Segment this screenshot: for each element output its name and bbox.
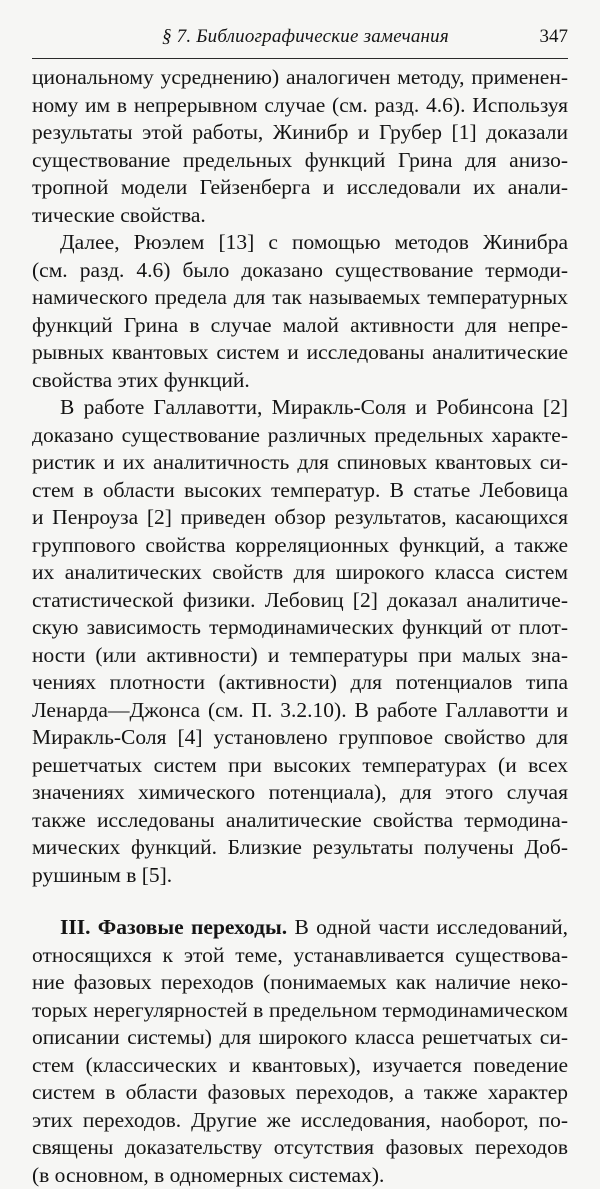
text-line: чениях плотности (активности) для потенциалов типа: [32, 669, 568, 697]
text-line: тические свойства.: [32, 202, 568, 230]
text-line: В работе Галлавотти, Миракль-Соля и Робинсона [2]: [32, 394, 568, 422]
text-line: ному им в непрерывном случае (см. разд. 4.6). Используя: [32, 92, 568, 120]
text-line: священы доказательству отсутствия фазовых переходов: [32, 1134, 568, 1162]
section-gap: [32, 889, 568, 914]
section-first-line-text: В одной части исследований,: [287, 915, 568, 939]
section-first-line: [32, 914, 568, 942]
text-line: рывных квантовых систем и исследованы аналитические: [32, 339, 568, 367]
text-line: функций Грина в случае малой активности для непре-: [32, 312, 568, 340]
page-number: 347: [540, 26, 569, 48]
text-line: их аналитических свойств для широкого класса систем: [32, 559, 568, 587]
text-line: скую зависимость термодинамических функций от плот-: [32, 614, 568, 642]
text-line: и Пенроуза [2] приведен обзор результатов, касающихся: [32, 504, 568, 532]
text-line: статистической физики. Лебовиц [2] доказал аналитиче-: [32, 587, 568, 615]
running-title: § 7. Библиографические замечания: [162, 26, 449, 48]
page-body: [32, 64, 568, 1189]
text-line: циональному усреднению) аналогичен методу, применен-: [32, 64, 568, 92]
text-line: Далее, Рюэлем [13] с помощью методов Жинибра: [32, 229, 568, 257]
text-line: (см. разд. 4.6) было доказано существование термоди-: [32, 257, 568, 285]
text-line: существование предельных функций Грина для анизо-: [32, 147, 568, 175]
text-line: рушиным в [5].: [32, 862, 568, 890]
text-line: также исследованы аналитические свойства термодина-: [32, 807, 568, 835]
text-line: описании системы) для широкого класса решетчатых си-: [32, 1024, 568, 1052]
text-line: решетчатых систем при высоких температурах (и всех: [32, 752, 568, 780]
text-line: ности (или активности) и температуры при малых зна-: [32, 642, 568, 670]
section-III-phase-transitions: [32, 914, 568, 1189]
text-line: этих переходов. Другие же исследования, наоборот, по-: [32, 1107, 568, 1135]
text-line: относящихся к этой теме, устанавливается существова-: [32, 942, 568, 970]
text-line: Ленарда—Джонса (см. П. 3.2.10). В работе Галлавотти и: [32, 697, 568, 725]
running-header: [32, 26, 568, 52]
text-line: намического предела для так называемых температурных: [32, 284, 568, 312]
header-rule: [32, 58, 568, 59]
text-line: (в основном, в одномерных системах).: [32, 1162, 568, 1189]
text-line: ние фазовых переходов (понимаемых как наличие неко-: [32, 969, 568, 997]
text-line: ристик и их аналитичность для спиновых квантовых си-: [32, 449, 568, 477]
text-line: стем (классических и квантовых), изучается поведение: [32, 1052, 568, 1080]
text-line: свойства этих функций.: [32, 367, 568, 395]
paragraph-2: [32, 229, 568, 394]
text-line: стем в области высоких температур. В статье Лебовица: [32, 477, 568, 505]
section-heading: III. Фазовые переходы.: [60, 915, 287, 939]
text-line: систем в области фазовых переходов, а также характер: [32, 1079, 568, 1107]
text-line: тропной модели Гейзенберга и исследовали их анали-: [32, 174, 568, 202]
paragraph-3: [32, 394, 568, 889]
text-line: торых нерегулярностей в предельном термодинамическом: [32, 997, 568, 1025]
text-line: группового свойства корреляционных функций, а также: [32, 532, 568, 560]
paragraph-1: [32, 64, 568, 229]
text-line: результаты этой работы, Жинибр и Грубер [1] доказали: [32, 119, 568, 147]
text-line: значениях химического потенциала), для этого случая: [32, 779, 568, 807]
text-line: мических функций. Близкие результаты получены Доб-: [32, 834, 568, 862]
text-line: доказано существование различных предельных характе-: [32, 422, 568, 450]
text-line: Миракль-Соля [4] установлено групповое свойство для: [32, 724, 568, 752]
